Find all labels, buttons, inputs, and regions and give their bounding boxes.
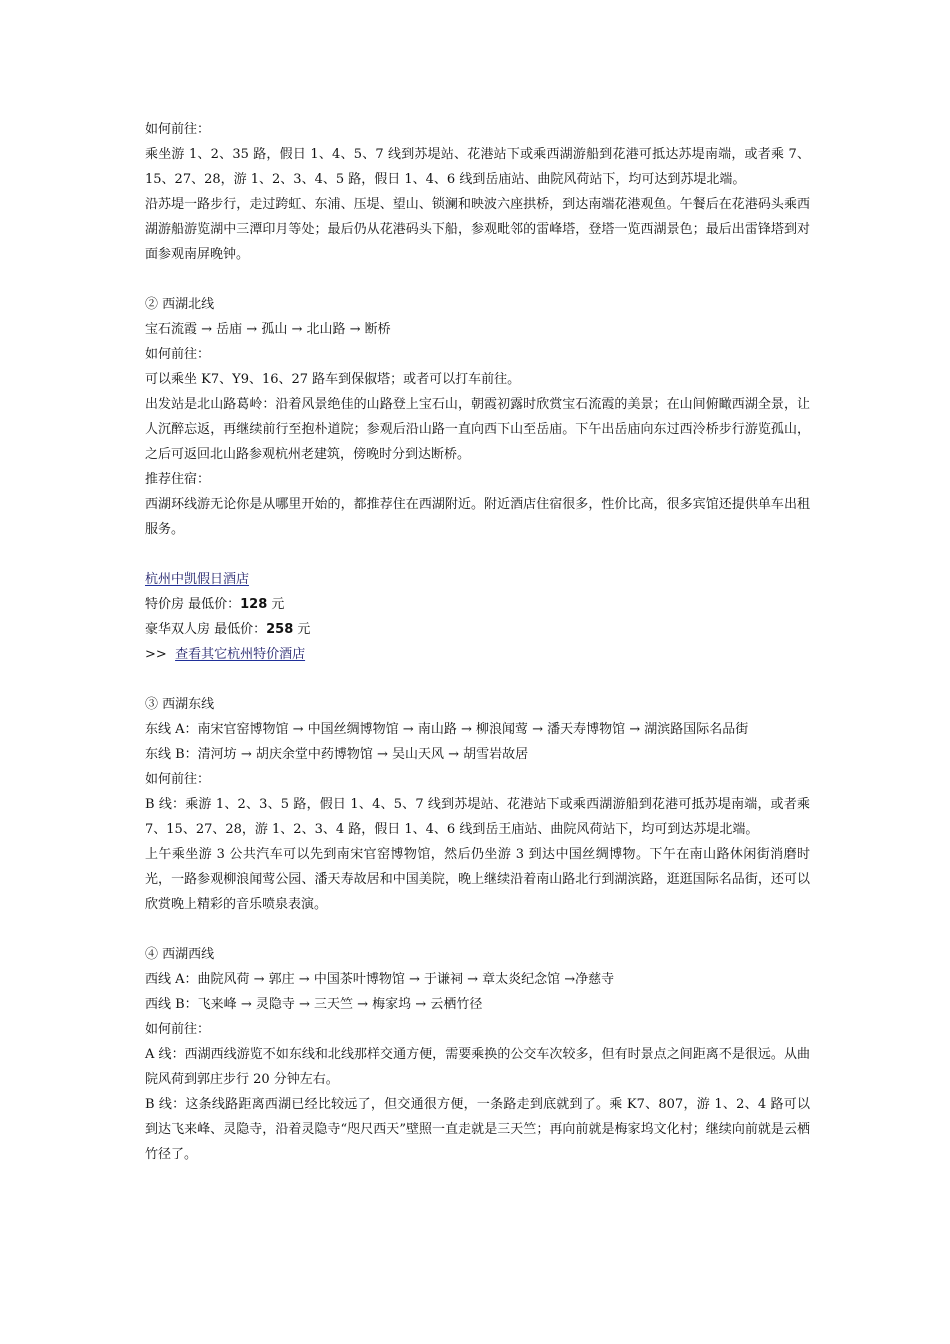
north-line-transport: 可以乘坐 K7、Y9、16、27 路车到保俶塔；或者可以打车前往。: [145, 372, 521, 387]
room-1-price: 128: [240, 597, 268, 612]
hotel-room-2: [145, 617, 810, 642]
west-line-a-transport: A 线：西湖西线游览不如东线和北线那样交通方便，需要乘换的公交车次较多，但有时景点之间距离不是很远。从曲院风荷到郭庄步行 20 分钟左右。: [145, 1047, 810, 1087]
spacer: [145, 542, 810, 567]
east-line-plan: 上午乘坐游 3 公共汽车可以先到南宋官窑博物馆，然后仍坐游 3 到达中国丝绸博物。下午在南山路休闲街消磨时光，一路参观柳浪闻莺公园、潘天寿故居和中国美院，晚上继续沿着南山路北行到湖滨路，逛逛国际名品街，还可以欣赏晚上精彩的音乐喷泉表演。: [145, 847, 810, 912]
hotel-block: [145, 567, 810, 592]
room-2-label: 豪华双人房 最低价：: [145, 622, 267, 637]
currency-unit: 元: [293, 622, 311, 637]
document-page: [145, 117, 810, 1167]
west-line-b-transport: B 线：这条线路距离西湖已经比较远了，但交通很方便，一条路走到底就到了。乘 K7、807，游 1、2、4 路可以到达飞来峰、灵隐寺，沿着灵隐寺“咫尺西天”壁照一直走就是三天竺；再向前就是梅家坞文化村；继续向前就是云栖竹径了。: [145, 1097, 810, 1162]
recommended-stay-text: 西湖环线游无论你是从哪里开始的，都推荐住在西湖附近。附近酒店住宿很多，性价比高，很多宾馆还提供单车出租服务。: [145, 497, 810, 537]
west-line-heading: ④ 西湖西线: [145, 947, 215, 962]
south-route-plan: 沿苏堤一路步行，走过跨虹、东浦、压堤、望山、锁澜和映波六座拱桥，到达南端花港观鱼。午餐后在花港码头乘西湖游船游览湖中三潭印月等处；最后仍从花港码头下船，参观毗邻的雷峰塔，登塔一览西湖景色；最后出雷锋塔到对面参观南屏晚钟。: [145, 197, 810, 262]
north-line-heading: ② 西湖北线: [145, 297, 215, 312]
east-line-route-a: 东线 A：南宋官窑博物馆 → 中国丝绸博物馆 → 南山路 → 柳浪闻莺 → 潘天寿博物馆 → 湖滨路国际名品街: [145, 722, 749, 737]
more-hotels-row: [145, 642, 810, 667]
currency-unit: 元: [267, 597, 285, 612]
more-prefix: >>: [145, 647, 176, 662]
spacer: [145, 667, 810, 692]
hotel-name-link[interactable]: 杭州中凯假日酒店: [145, 572, 250, 587]
north-line-plan: 出发站是北山路葛岭：沿着风景绝佳的山路登上宝石山，朝霞初露时欣赏宝石流霞的美景；在山间俯瞰西湖全景，让人沉醉忘返，再继续前行至抱朴道院；参观后沿山路一直向西下山至岳庙。下午出岳庙向东过西泠桥步行游览孤山，之后可返回北山路参观杭州老建筑，傍晚时分到达断桥。: [145, 397, 810, 462]
south-route-transport: 乘坐游 1、2、35 路，假日 1、4、5、7 线到苏堤站、花港站下或乘西湖游船到花港可抵达苏堤南端，或者乘 7、15、27、28，游 1、2、3、4、5 路，假日 1、4、6 线到岳庙站、曲院风荷站下，均可达到苏堤北端。: [145, 147, 810, 187]
recommended-stay-label: 推荐住宿：: [145, 472, 211, 487]
east-line-b-transport: B 线：乘游 1、2、3、5 路，假日 1、4、5、7 线到苏堤站、花港站下或乘西湖游船到花港可抵苏堤南端，或者乘 7、15、27、28，游 1、2、3、4 路，假日 1、4、6 线到岳王庙站、曲院风荷站下，均可到达苏堤北端。: [145, 797, 810, 837]
east-line-heading: ③ 西湖东线: [145, 697, 215, 712]
room-1-label: 特价房 最低价：: [145, 597, 241, 612]
room-2-price: 258: [266, 622, 294, 637]
hotel-room-1: [145, 592, 810, 617]
spacer: [145, 267, 810, 292]
west-line-route-b: 西线 B：飞来峰 → 灵隐寺 → 三天竺 → 梅家坞 → 云栖竹径: [145, 997, 483, 1012]
how-to-get-label: 如何前往：: [145, 122, 211, 137]
spacer: [145, 917, 810, 942]
how-to-get-label: 如何前往：: [145, 1022, 211, 1037]
how-to-get-label: 如何前往：: [145, 772, 211, 787]
west-line-route-a: 西线 A：曲院风荷 → 郭庄 → 中国茶叶博物馆 → 于谦祠 → 章太炎纪念馆 →净慈寺: [145, 972, 615, 987]
north-line-route: 宝石流霞 → 岳庙 → 孤山 → 北山路 → 断桥: [145, 322, 391, 337]
east-line-route-b: 东线 B：清河坊 → 胡庆余堂中药博物馆 → 吴山天风 → 胡雪岩故居: [145, 747, 529, 762]
how-to-get-label: 如何前往：: [145, 347, 211, 362]
more-hotels-link[interactable]: 查看其它杭州特价酒店: [175, 647, 306, 662]
